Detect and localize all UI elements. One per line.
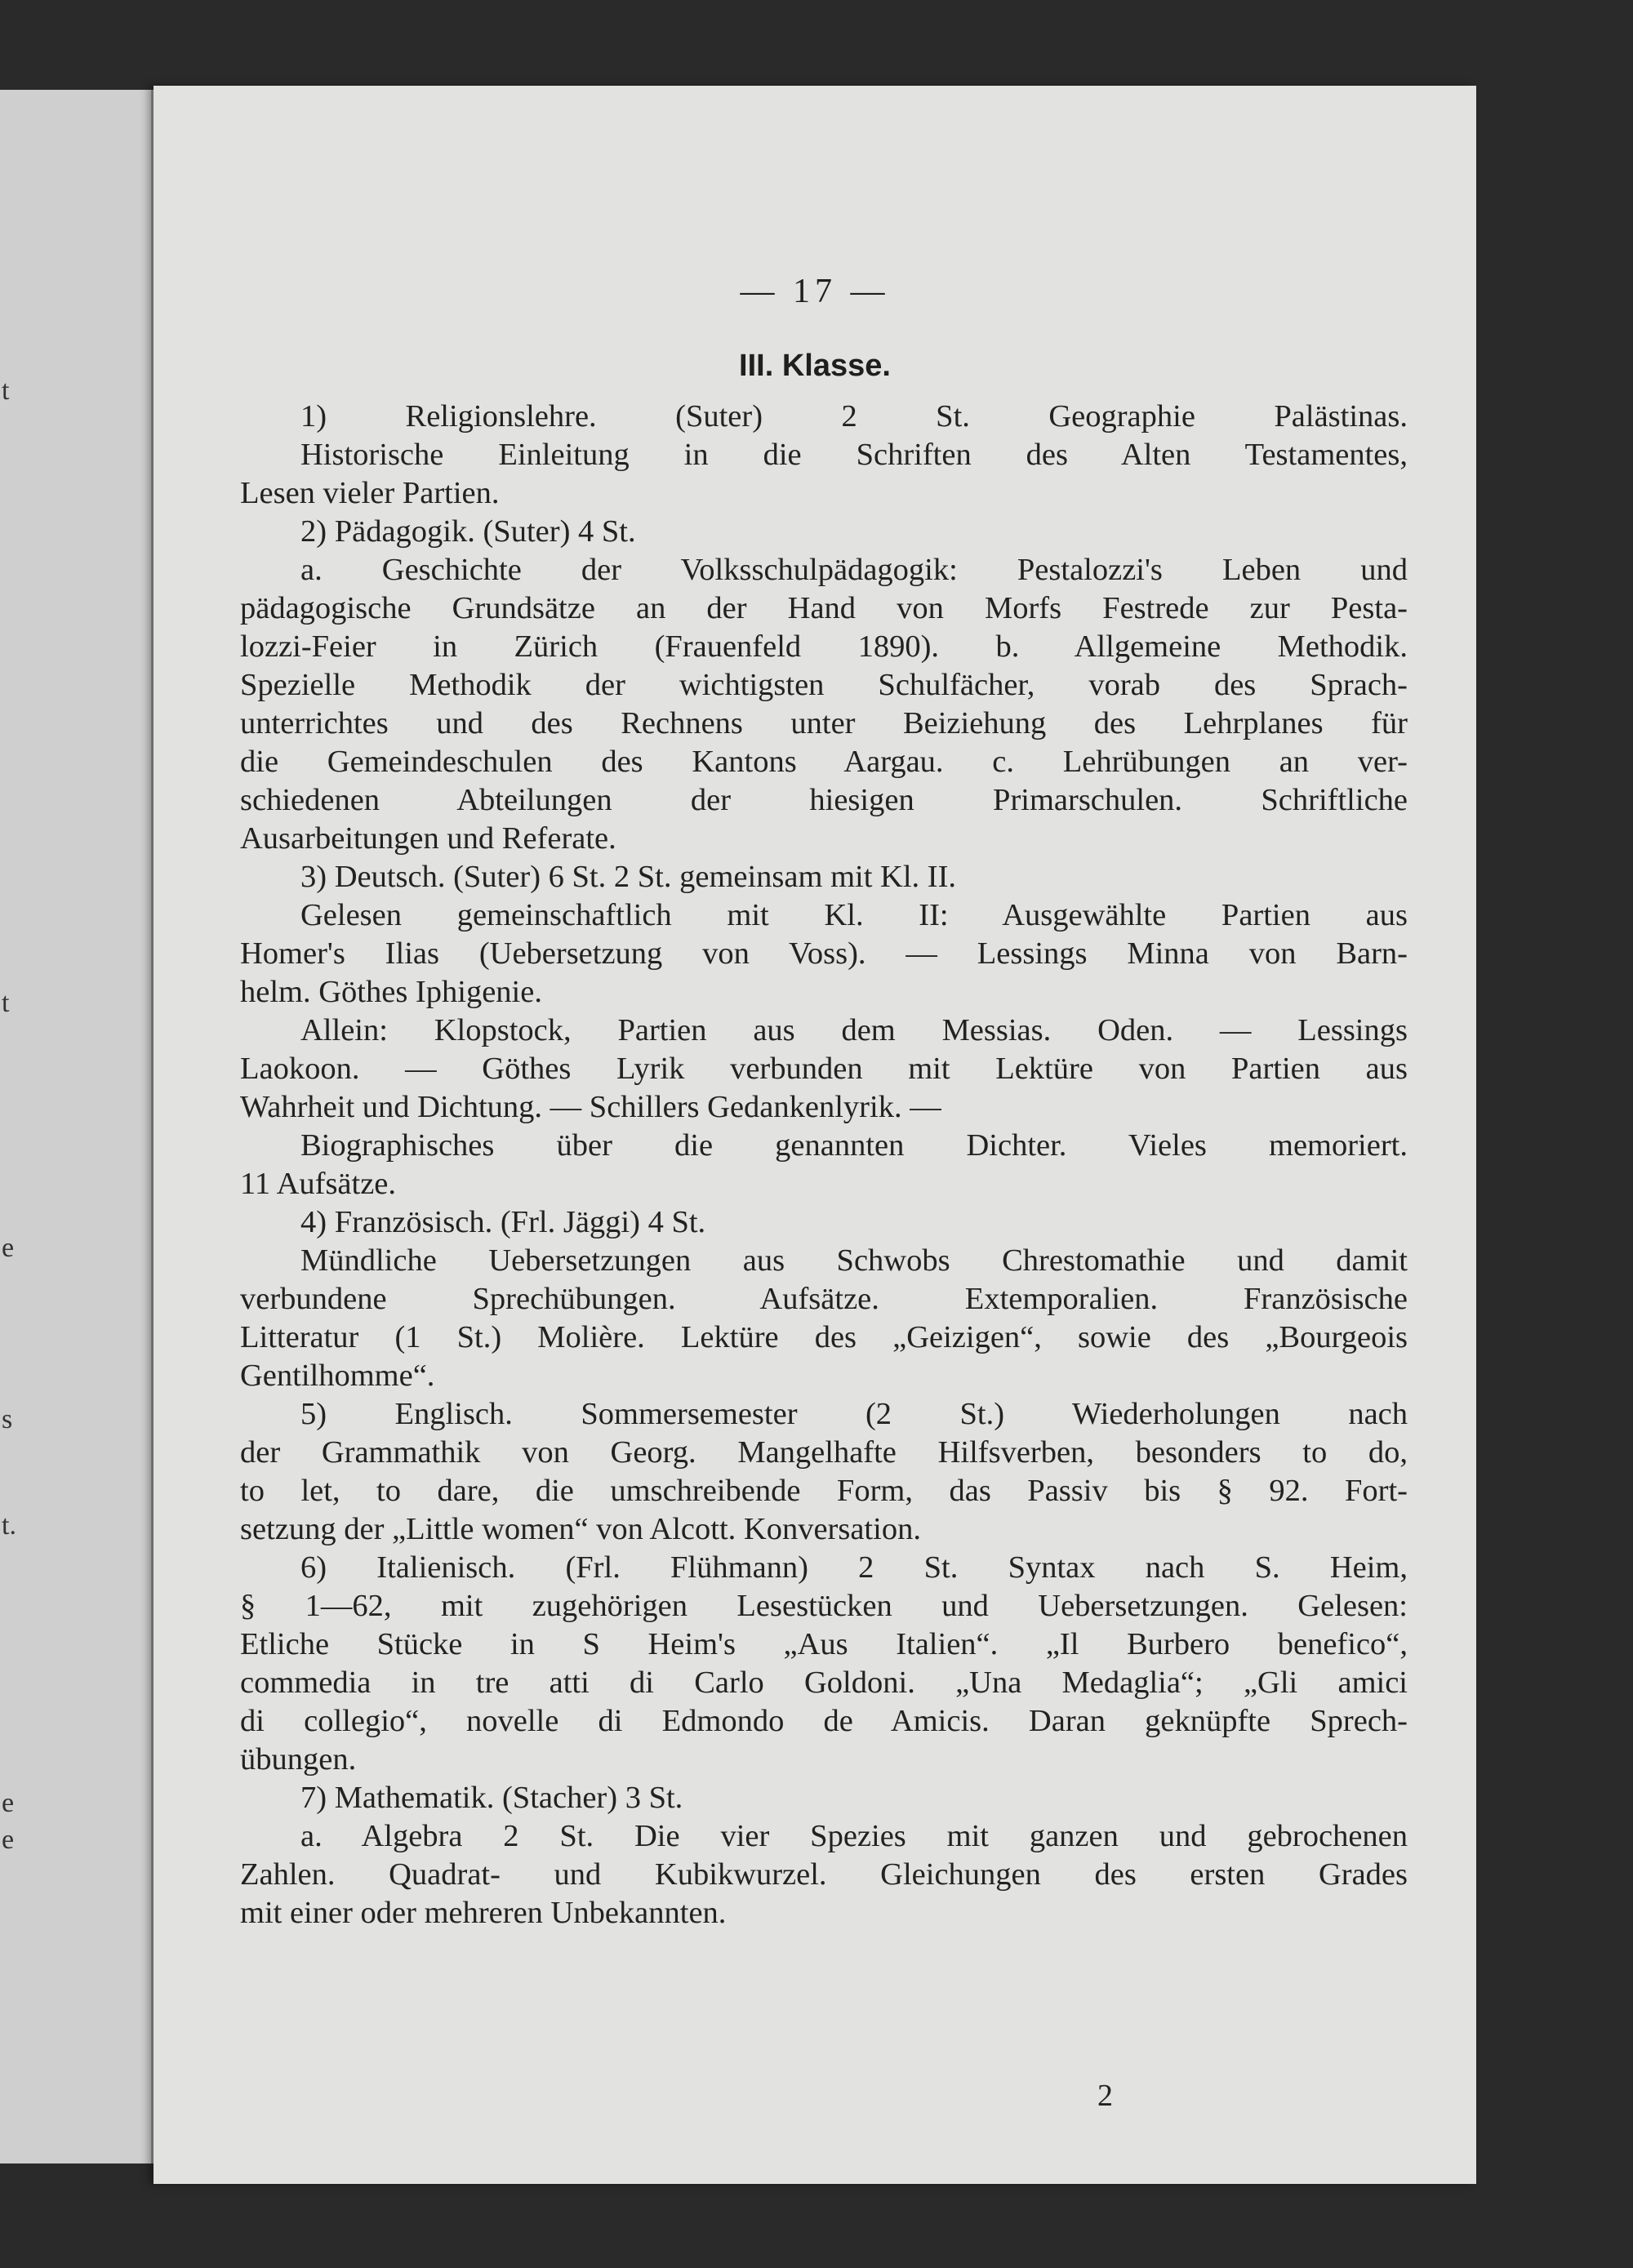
margin-char: s <box>2 1404 13 1434</box>
margin-char: e <box>2 1788 15 1818</box>
document-page <box>154 86 1476 2184</box>
margin-char: t. <box>2 1510 16 1541</box>
text-line: Zahlen. Quadrat- und Kubikwurzel. Gleichungen des ersten Grades <box>240 1857 1408 1892</box>
text-line: verbundene Sprechübungen. Aufsätze. Extemporalien. Französische <box>240 1282 1408 1316</box>
text-line: die Gemeindeschulen des Kantons Aargau. c. Lehrübungen an ver- <box>240 745 1408 779</box>
page-number: — 17 — <box>740 273 890 310</box>
signature-mark: 2 <box>1097 2079 1113 2113</box>
text-line: der Grammathik von Georg. Mangelhafte Hilfsverben, besonders to do, <box>240 1435 1408 1470</box>
text-line: 5) Englisch. Sommersemester (2 St.) Wiederholungen nach <box>300 1397 1408 1431</box>
left-facing-page <box>0 90 154 2163</box>
text-line: unterrichtes und des Rechnens unter Beiziehung des Lehrplanes für <box>240 706 1408 740</box>
text-line: Litteratur (1 St.) Molière. Lektüre des „Geizigen“, sowie des „Bourgeois <box>240 1320 1408 1354</box>
text-line: Allein: Klopstock, Partien aus dem Messias. Oden. — Lessings <box>300 1013 1408 1047</box>
text-line: Ausarbeitungen und Referate. <box>240 821 616 856</box>
text-line: Gelesen gemeinschaftlich mit Kl. II: Ausgewählte Partien aus <box>300 898 1408 932</box>
margin-char: e <box>2 1233 15 1263</box>
text-line: Gentilhomme“. <box>240 1359 435 1393</box>
text-line: pädagogische Grundsätze an der Hand von Morfs Festrede zur Pesta- <box>240 591 1408 625</box>
text-line: Mündliche Uebersetzungen aus Schwobs Chrestomathie und damit <box>300 1243 1408 1278</box>
margin-char: t <box>2 988 10 1018</box>
text-line: 2) Pädagogik. (Suter) 4 St. <box>300 514 636 549</box>
margin-char: t <box>2 376 10 406</box>
text-line: di collegio“, novelle di Edmondo de Amicis. Daran geknüpfte Sprech- <box>240 1704 1408 1738</box>
text-line: Biographisches über die genannten Dichter. Vieles memoriert. <box>300 1128 1408 1163</box>
text-line: a. Algebra 2 St. Die vier Spezies mit ganzen und gebrochenen <box>300 1819 1408 1853</box>
text-line: commedia in tre atti di Carlo Goldoni. „Una Medaglia“; „Gli amici <box>240 1665 1408 1700</box>
margin-char: e <box>2 1825 15 1855</box>
text-line: helm. Göthes Iphigenie. <box>240 975 542 1009</box>
text-line: 1) Religionslehre. (Suter) 2 St. Geographie Palästinas. <box>300 399 1408 434</box>
text-line: to let, to dare, die umschreibende Form, das Passiv bis § 92. Fort- <box>240 1474 1408 1508</box>
text-line: a. Geschichte der Volksschulpädagogik: Pestalozzi's Leben und <box>300 553 1408 587</box>
text-line: Etliche Stücke in S Heim's „Aus Italien“. „Il Burbero benefico“, <box>240 1627 1408 1661</box>
text-line: lozzi-Feier in Zürich (Frauenfeld 1890). b. Allgemeine Methodik. <box>240 629 1408 664</box>
body-text <box>240 398 1408 1932</box>
text-line: 4) Französisch. (Frl. Jäggi) 4 St. <box>300 1205 706 1239</box>
text-line: setzung der „Little women“ von Alcott. Konversation. <box>240 1512 921 1546</box>
text-line: Wahrheit und Dichtung. — Schillers Gedankenlyrik. — <box>240 1090 941 1124</box>
text-line: 3) Deutsch. (Suter) 6 St. 2 St. gemeinsam mit Kl. II. <box>300 860 957 894</box>
text-line: Spezielle Methodik der wichtigsten Schulfächer, vorab des Sprach- <box>240 668 1408 702</box>
text-line: Laokoon. — Göthes Lyrik verbunden mit Lektüre von Partien aus <box>240 1052 1408 1086</box>
section-heading: III. Klasse. <box>739 349 891 383</box>
text-line: Historische Einleitung in die Schriften des Alten Testamentes, <box>300 438 1408 472</box>
text-line: Homer's Ilias (Uebersetzung von Voss). — Lessings Minna von Barn- <box>240 936 1408 971</box>
text-line: 11 Aufsätze. <box>240 1167 397 1201</box>
text-line: 7) Mathematik. (Stacher) 3 St. <box>300 1781 683 1815</box>
text-line: übungen. <box>240 1742 357 1777</box>
text-line: mit einer oder mehreren Unbekannten. <box>240 1896 727 1930</box>
text-line: 6) Italienisch. (Frl. Flühmann) 2 St. Syntax nach S. Heim, <box>300 1550 1408 1585</box>
text-line: schiedenen Abteilungen der hiesigen Primarschulen. Schriftliche <box>240 783 1408 817</box>
text-line: Lesen vieler Partien. <box>240 476 500 510</box>
text-line: § 1—62, mit zugehörigen Lesestücken und Uebersetzungen. Gelesen: <box>240 1589 1408 1623</box>
